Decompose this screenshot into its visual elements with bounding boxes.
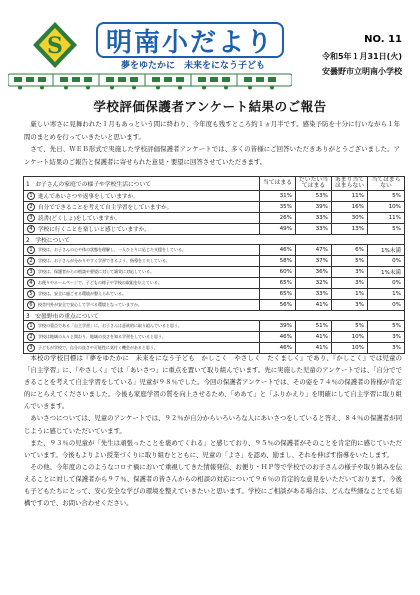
value-cell: 10% [332, 332, 368, 343]
section-title: 1 お子さんの家庭での様子や学校生活について [24, 177, 260, 191]
value-cell: 47% [296, 245, 332, 256]
item-number-mark: 6 [27, 301, 35, 309]
value-cell: 3% [368, 332, 405, 343]
school-emblem-icon [30, 20, 80, 70]
table-row [24, 300, 405, 311]
value-cell: 3% [332, 267, 368, 278]
value-cell: 0% [368, 300, 405, 311]
item-number-mark: 2 [27, 203, 35, 211]
item-number-mark: 4 [27, 279, 35, 287]
value-cell: 33% [296, 224, 332, 235]
value-cell: 10% [332, 343, 368, 354]
value-cell: 0% [368, 256, 405, 267]
value-cell: 46% [260, 332, 296, 343]
item-number-mark: 5 [27, 290, 35, 298]
value-cell: 31% [260, 191, 296, 202]
table-row [24, 332, 405, 343]
value-cell: 56% [260, 300, 296, 311]
article-headline: 学校評価保護者アンケート結果のご報告 [93, 99, 327, 114]
table-section-header [24, 235, 405, 245]
value-cell: 11% [332, 191, 368, 202]
value-cell: 3% [332, 300, 368, 311]
value-cell: 46% [260, 343, 296, 354]
value-cell: 5% [368, 191, 405, 202]
question-cell: 1 学校の重点である「自主学習」に、お子さんは意欲的に取り組んでいると思う。 [24, 321, 260, 332]
newsletter-header [0, 0, 420, 92]
question-cell: 2 自分でできることを考えて自主学習をしていますか。 [24, 202, 260, 213]
table-row [24, 245, 405, 256]
value-cell: 1%未満 [368, 245, 405, 256]
value-cell: 33% [296, 289, 332, 300]
value-cell: 3% [332, 278, 368, 289]
value-cell: 11% [368, 213, 405, 224]
body-paragraph: その他、今年度のこのようなコロナ禍において重視してきた情報発信、お便り・ＨＰ等で学校でのお子さんの様子や取り組みを伝えることに対して保護者から９７％、保護者の皆さんからの相談の対応について９６％の肯定的な意見をいただいております。今後も子どもたちにとって、安心安全な学びの環境を整えていきたいと思います。学校にご相談がある場合は、どんな些細なことでも結構ですので、お問い合わせください。 [24, 462, 402, 508]
question-cell: 5 学校は、安全に過ごせる環境が整えられている。 [24, 289, 260, 300]
value-cell: 49% [260, 224, 296, 235]
value-cell: 53% [296, 191, 332, 202]
question-cell: 4 お便りやホームページで、子どもの様子や学校の取組を伝えている。 [24, 278, 260, 289]
table-section-header [24, 177, 405, 191]
value-cell: 58% [260, 256, 296, 267]
table-row [24, 191, 405, 202]
newsletter-title: 明南小だより [105, 27, 274, 58]
train-illustration-icon [8, 72, 292, 90]
question-cell: 1 進んであいさつや返事をしていますか。 [24, 191, 260, 202]
issue-info [322, 34, 402, 77]
body-paragraph: 本校の学校目標は『夢をゆたかに 未来をになう子ども かしこく やさしく たくましく』であり、『かしこく』では児童の「自主学習」に、『やさしく』では「あいさつ」に重点を置いて取り組んでいます。先に実施した児童のアンケートでは、「自分でできることを考えて自主学習をしている」児童が９８％でした。今回の保護者アンケートでは、その姿を７４％の保護者の皆様が肯定的にとらえてくださいました。今後も家庭学習の質を向上させるため、「めあて」と「ふりかえり」を明確にして自主学習に取り組んでいきます。 [24, 354, 402, 411]
value-cell: 5% [368, 224, 405, 235]
school-motto: 夢をゆたかに 未来をになう子ども [120, 61, 265, 71]
value-cell: 39% [260, 321, 296, 332]
intro-paragraph: さて、先日、ＷＥＢ形式で実施した学校評価保護者アンケートでは、多くの皆様にご回答いただきありがとうございました。アンケート結果のご報告と保護者に寄せられた意見・要望に回答させていただきます。 [24, 145, 400, 166]
table-row [24, 278, 405, 289]
section-title: 2 学校について [24, 235, 405, 245]
school-name: 安曇野市立明南小学校 [322, 67, 402, 76]
value-cell: 65% [260, 289, 296, 300]
value-cell: 36% [296, 267, 332, 278]
issue-date: 令和5年１月31日(火) [321, 52, 402, 61]
body-paragraph: また、９３％の児童が「先生は頑張ったことを褒めてくれる」と感じており、９５％の保護者がそのことを肯定的に感じていただいています。今後もよりよい授業づくりに取り組むとともに、児童の「よさ」を認め、励まし、それを伸ばす指導をいたします。 [24, 438, 402, 459]
value-cell: 32% [296, 278, 332, 289]
item-number-mark: 1 [27, 192, 35, 200]
newsletter-title-box [96, 22, 284, 58]
item-number-mark: 3 [27, 344, 35, 352]
question-cell: 6 校舎内外が安全で安心して学べる環境となっていますか。 [24, 300, 260, 311]
item-number-mark: 1 [27, 322, 35, 330]
column-header: 当てはまる [260, 177, 296, 191]
value-cell: 16% [332, 202, 368, 213]
value-cell: 35% [260, 202, 296, 213]
value-cell: 46% [260, 245, 296, 256]
column-header: 当てはまらない [368, 177, 405, 191]
item-number-mark: 2 [27, 257, 35, 265]
item-number-mark: 2 [27, 333, 35, 341]
report-body [24, 352, 402, 509]
question-cell: 2 学校は、お子さんが分かりやすく学習できるよう、指導を工夫している。 [24, 256, 260, 267]
value-cell: 6% [332, 245, 368, 256]
question-cell: 3 学校は、保護者からの相談や要望に対して誠実に対応している。 [24, 267, 260, 278]
value-cell: 26% [260, 213, 296, 224]
question-cell: 4 学校に行くことを楽しいと感じていますか。 [24, 224, 260, 235]
item-number-mark: 3 [27, 214, 35, 222]
value-cell: 41% [296, 332, 332, 343]
table-row [24, 213, 405, 224]
intro-paragraph: 厳しい寒さに見舞われた１月もあっという間に終わり、今年度も残すところ約１ヵ月半です。感染予防を十分に行いながら１年間のまとめを行っていきたいと思います。 [24, 120, 400, 141]
table-row [24, 224, 405, 235]
value-cell: 60% [260, 267, 296, 278]
value-cell: 10% [368, 202, 405, 213]
column-header: あまり当てはまらない [332, 177, 368, 191]
table-row [24, 267, 405, 278]
value-cell: 1% [332, 289, 368, 300]
value-cell: 13% [332, 224, 368, 235]
item-number-mark: 1 [27, 246, 35, 254]
value-cell: 33% [296, 213, 332, 224]
value-cell: 5% [332, 256, 368, 267]
question-cell: 3 読書(どくしょ)をしていますか。 [24, 213, 260, 224]
value-cell: 1% [368, 289, 405, 300]
value-cell: 41% [296, 300, 332, 311]
body-paragraph: あいさつについては、児童のアンケートでは、９２％が自分からいろいろな人にあいさつをしていると答え、８４％の保護者が同じように感じていただいています。 [24, 414, 402, 435]
question-cell: 1 学校は、お子さんの心や体の状態を理解し、一人ひとりに応じた支援をしている。 [24, 245, 260, 256]
value-cell: 65% [260, 278, 296, 289]
issue-number: NO. 11 [364, 34, 402, 45]
table-section-header [24, 311, 405, 321]
table-row [24, 321, 405, 332]
svg-text:S: S [47, 33, 63, 59]
value-cell: 3% [368, 343, 405, 354]
section-title: 3 安曇野市の重点について [24, 311, 405, 321]
value-cell: 30% [332, 213, 368, 224]
item-number-mark: 3 [27, 268, 35, 276]
value-cell: 1%未満 [368, 267, 405, 278]
value-cell: 41% [296, 343, 332, 354]
value-cell: 37% [296, 256, 332, 267]
question-cell: 2 学校は地域の人々と関わり、地域の良さを知る学習をしていると思う。 [24, 332, 260, 343]
value-cell: 0% [368, 278, 405, 289]
item-number-mark: 4 [27, 225, 35, 233]
value-cell: 5% [332, 321, 368, 332]
survey-results-table [23, 176, 405, 354]
value-cell: 51% [296, 321, 332, 332]
value-cell: 39% [296, 202, 332, 213]
value-cell: 5% [368, 321, 405, 332]
table-row [24, 289, 405, 300]
column-header: だいたい当てはまる [296, 177, 332, 191]
table-row [24, 256, 405, 267]
table-row [24, 202, 405, 213]
question-cell: 3 子どもが学校で、自分の良さや可能性に気付く機会があると思う。 [24, 343, 260, 354]
